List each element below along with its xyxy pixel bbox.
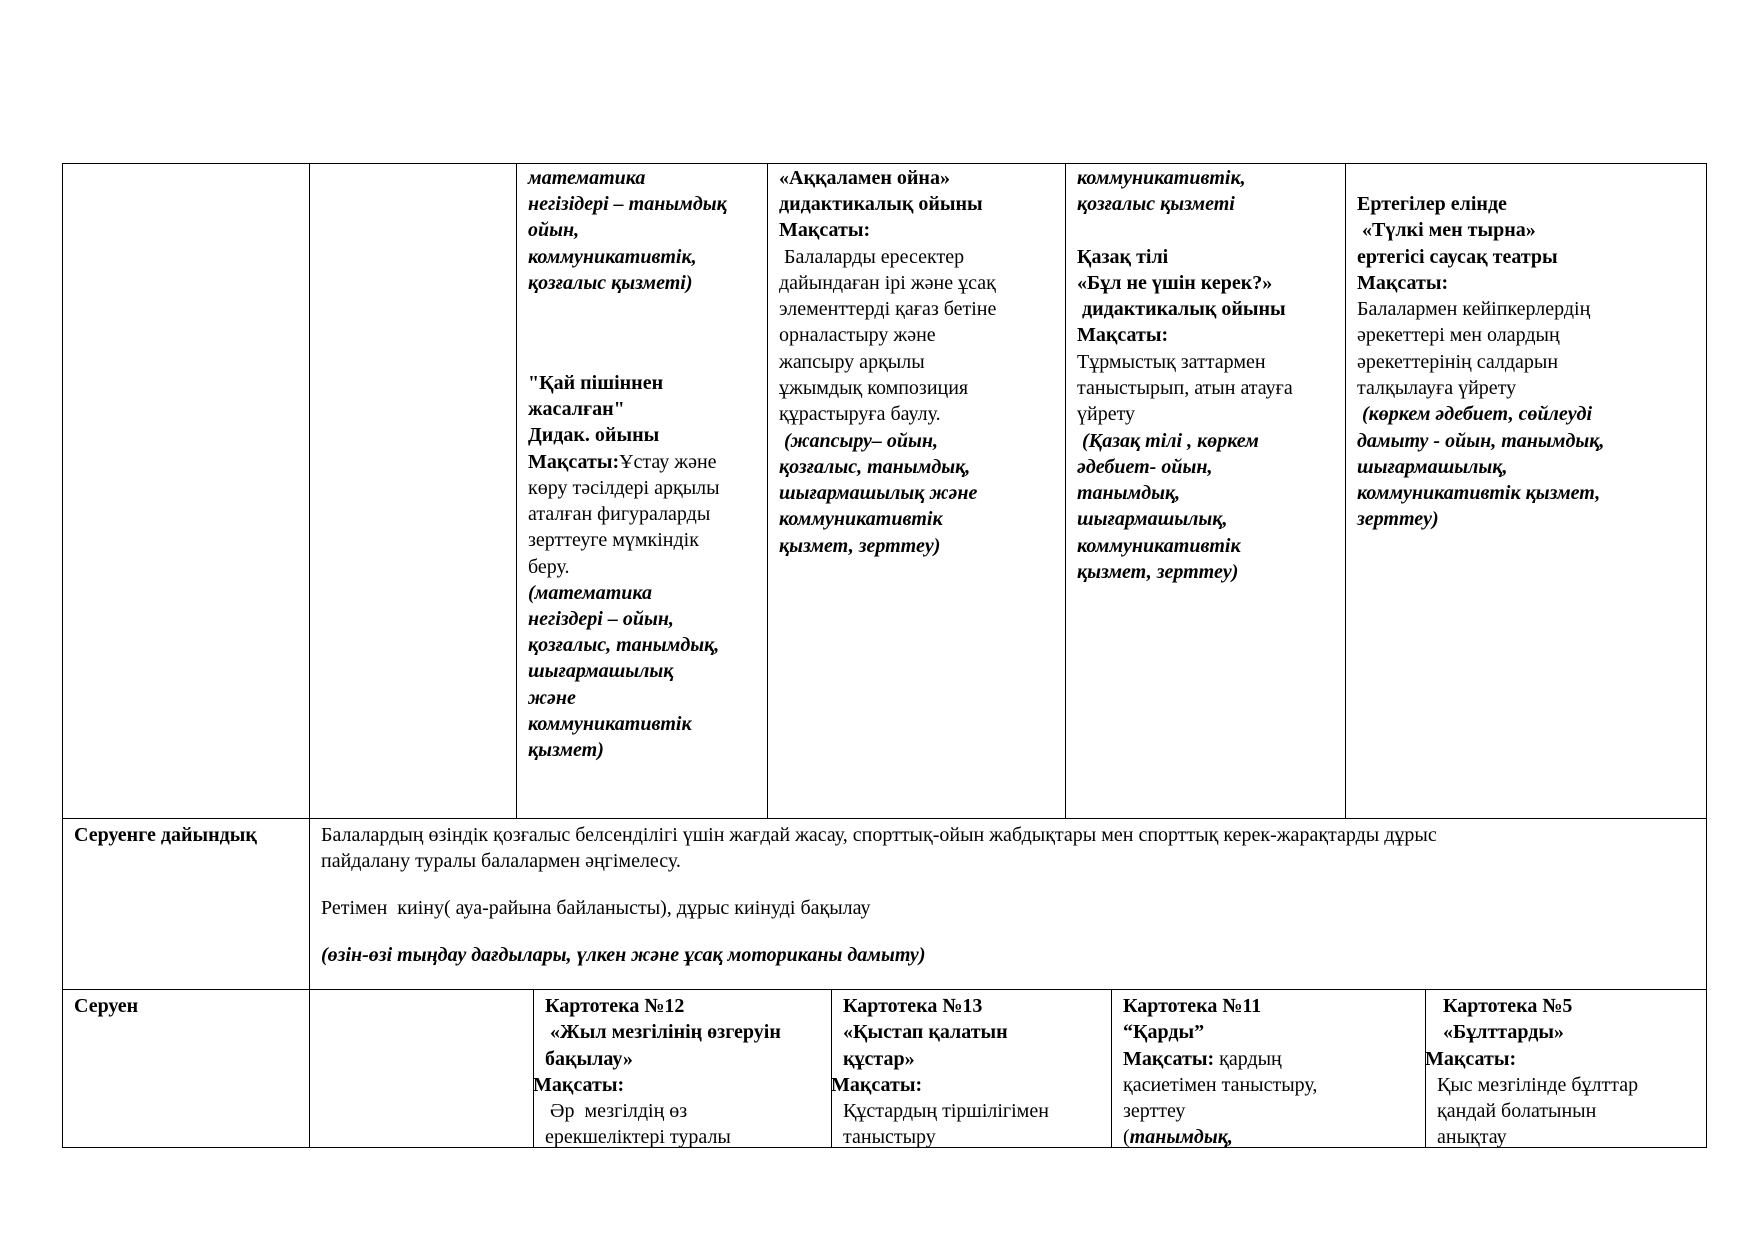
activity-tags: негіздері – ойын, bbox=[528, 608, 674, 630]
card-title: «Жыл мезгілінің өзгеруін bbox=[545, 1021, 781, 1043]
preparation-text: Балалардың өзіндік қозғалыс белсенділігі үшін жағдай жасау, спорттық-ойын жабдықтары мен спорттық керек-жарақтарды дұрыс bbox=[321, 824, 1437, 846]
goal-text: талқылауға үйрету bbox=[1357, 377, 1517, 399]
table-border-right bbox=[1706, 163, 1707, 1148]
activity-tags: коммуникативтік, bbox=[1077, 167, 1246, 189]
activity-tags: (көркем әдебиет, сөйлеуді bbox=[1357, 403, 1593, 425]
activity-tags: әдебиет- ойын, bbox=[1077, 456, 1213, 478]
row-label: Серуенге дайындық bbox=[74, 824, 257, 846]
goal-text: үйрету bbox=[1077, 403, 1136, 425]
activity-tags: коммуникативтік bbox=[779, 508, 943, 530]
tags-text: танымдық, bbox=[1129, 1126, 1233, 1148]
game-type: Дидак. ойыны bbox=[528, 424, 660, 446]
table-column-divider bbox=[1111, 989, 1112, 1147]
goal-text: таныстырып, атын атауға bbox=[1077, 377, 1293, 399]
goal-label: Мақсаты: bbox=[1357, 272, 1449, 294]
activity-tags: қызмет, зерттеу) bbox=[779, 535, 941, 557]
table-column-divider bbox=[309, 163, 310, 1148]
goal-label: Мақсаты: bbox=[1425, 1048, 1517, 1070]
card-number: Картотека №13 bbox=[843, 995, 983, 1017]
goal-text: Құстардың тіршілігімен bbox=[843, 1100, 1049, 1122]
goal-text: элементтерді қағаз бетіне bbox=[779, 298, 997, 320]
goal-text: Тұрмыстық заттармен bbox=[1077, 351, 1266, 373]
goal-text: ерекшеліктері туралы bbox=[545, 1126, 731, 1148]
card-title: бақылау» bbox=[545, 1048, 633, 1070]
goal-label: Мақсаты: bbox=[533, 1074, 625, 1096]
preparation-text: пайдалану туралы балалармен әңгімелесу. bbox=[321, 850, 681, 872]
tags-open-paren: ( bbox=[1123, 1126, 1130, 1148]
goal-text: әрекеттерінің салдарын bbox=[1357, 351, 1559, 373]
goal-label: Мақсаты: bbox=[1077, 324, 1169, 346]
goal-text: әрекеттері мен олардың bbox=[1357, 324, 1560, 346]
activity-tags: шығармашылық, bbox=[1357, 456, 1508, 478]
goal-label: Мақсаты: bbox=[528, 451, 620, 473]
activity-tags: қозғалыс, танымдық, bbox=[779, 456, 971, 478]
section-title: Ертегілер елінде bbox=[1357, 193, 1507, 215]
goal-text: құрастыруға баулу. bbox=[779, 403, 941, 425]
card-number: Картотека №12 bbox=[545, 995, 685, 1017]
activity-tags: ойын, bbox=[528, 219, 580, 241]
goal-label: Мақсаты: bbox=[831, 1074, 923, 1096]
goal-text: жапсыру арқылы bbox=[779, 351, 925, 373]
game-type: дидактикалық ойыны bbox=[1077, 298, 1286, 320]
goal-text: орналастыру және bbox=[779, 324, 936, 346]
goal-text: зерттеу bbox=[1123, 1100, 1186, 1122]
activity-tags: (Қазақ тілі , көркем bbox=[1077, 430, 1259, 452]
goal-text: зерттеуге мүмкіндік bbox=[528, 529, 699, 551]
goal-line bbox=[1123, 1046, 1282, 1072]
row-label: Серуен bbox=[74, 995, 139, 1017]
activity-tags: шығармашылық bbox=[528, 660, 674, 682]
table-column-divider bbox=[1345, 163, 1346, 818]
activity-tags: (математика bbox=[528, 582, 653, 604]
game-title: «Аққаламен ойна» bbox=[779, 167, 950, 189]
goal-text: Әр мезгілдің өз bbox=[545, 1100, 688, 1122]
goal-text: Ұстау және bbox=[619, 451, 717, 473]
game-title: «Түлкі мен тырна» bbox=[1357, 219, 1536, 241]
table-border-left bbox=[62, 163, 63, 1148]
goal-text: таныстыру bbox=[843, 1126, 936, 1148]
activity-tags: қызмет, зерттеу) bbox=[1077, 561, 1239, 583]
game-title: жасалған" bbox=[528, 398, 625, 420]
goal-line bbox=[528, 449, 717, 475]
goal-label: Мақсаты: bbox=[1123, 1048, 1215, 1070]
table-column-divider bbox=[831, 989, 832, 1147]
activity-tags: коммуникативтік bbox=[528, 713, 692, 735]
activity-tags bbox=[1123, 1124, 1233, 1150]
card-title: “Қарды” bbox=[1123, 1021, 1205, 1043]
goal-text: қандай болатынын bbox=[1432, 1100, 1597, 1122]
activity-tags: зерттеу) bbox=[1357, 508, 1439, 530]
activity-tags: қозғалыс қызметі) bbox=[528, 272, 693, 294]
activity-tags: коммуникативтік, bbox=[528, 246, 697, 268]
game-title: "Қай пішіннен bbox=[528, 372, 664, 394]
card-title: «Қыстап қалатын bbox=[843, 1021, 1008, 1043]
activity-tags: қозғалыс қызметі bbox=[1077, 193, 1235, 215]
activity-tags: танымдық, bbox=[1077, 482, 1181, 504]
skills-tags: (өзін-өзі тыңдау дағдылары, үлкен және ұсақ моториканы дамыту) bbox=[321, 944, 926, 966]
goal-text: қардың bbox=[1214, 1048, 1282, 1070]
goal-text: Балаларды ересектер bbox=[779, 246, 965, 268]
goal-label: Мақсаты: bbox=[779, 219, 871, 241]
activity-tags: коммуникативтік bbox=[1077, 535, 1241, 557]
goal-text: аталған фигураларды bbox=[528, 503, 711, 525]
table-column-divider bbox=[516, 163, 517, 818]
goal-text: ұжымдық композиция bbox=[779, 377, 969, 399]
game-title: «Бұл не үшін керек?» bbox=[1077, 272, 1273, 294]
activity-tags: және bbox=[528, 687, 576, 709]
activity-tags: негізідері – танымдық bbox=[528, 193, 727, 215]
card-title: «Бұлттарды» bbox=[1443, 1021, 1564, 1043]
card-number: Картотека №5 bbox=[1443, 995, 1573, 1017]
goal-text: Қыс мезгілінде бұлттар bbox=[1432, 1074, 1639, 1096]
activity-tags: (жапсыру– ойын, bbox=[779, 430, 939, 452]
card-title: құстар» bbox=[843, 1048, 915, 1070]
goal-text: беру. bbox=[528, 556, 570, 578]
table-column-divider bbox=[1065, 163, 1066, 818]
activity-tags: коммуникативтік қызмет, bbox=[1357, 482, 1601, 504]
goal-text: қасиетімен таныстыру, bbox=[1123, 1074, 1318, 1096]
activity-tags: дамыту - ойын, танымдық, bbox=[1357, 430, 1605, 452]
activity-tags: математика bbox=[528, 167, 646, 189]
goal-text: дайындаған ірі және ұсақ bbox=[779, 272, 996, 294]
card-number: Картотека №11 bbox=[1123, 995, 1262, 1017]
activity-tags: қызмет) bbox=[528, 739, 604, 761]
subject-title: Қазақ тілі bbox=[1077, 246, 1169, 268]
goal-text: анықтау bbox=[1432, 1126, 1507, 1148]
game-type: дидактикалық ойыны bbox=[779, 193, 983, 215]
activity-tags: шығармашылық және bbox=[779, 482, 978, 504]
goal-text: көру тәсілдері арқылы bbox=[528, 477, 720, 499]
game-type: ертегісі саусақ театры bbox=[1357, 246, 1558, 268]
table-column-divider bbox=[533, 989, 534, 1147]
activity-tags: шығармашылық, bbox=[1077, 508, 1228, 530]
activity-tags: қозғалыс, танымдық, bbox=[528, 634, 720, 656]
goal-text: Балалармен кейіпкерлердің bbox=[1357, 298, 1591, 320]
dressing-text: Ретімен киіну( ауа-райына байланысты), дұрыс киінуді бақылау bbox=[321, 897, 871, 919]
table-column-divider bbox=[767, 163, 768, 818]
